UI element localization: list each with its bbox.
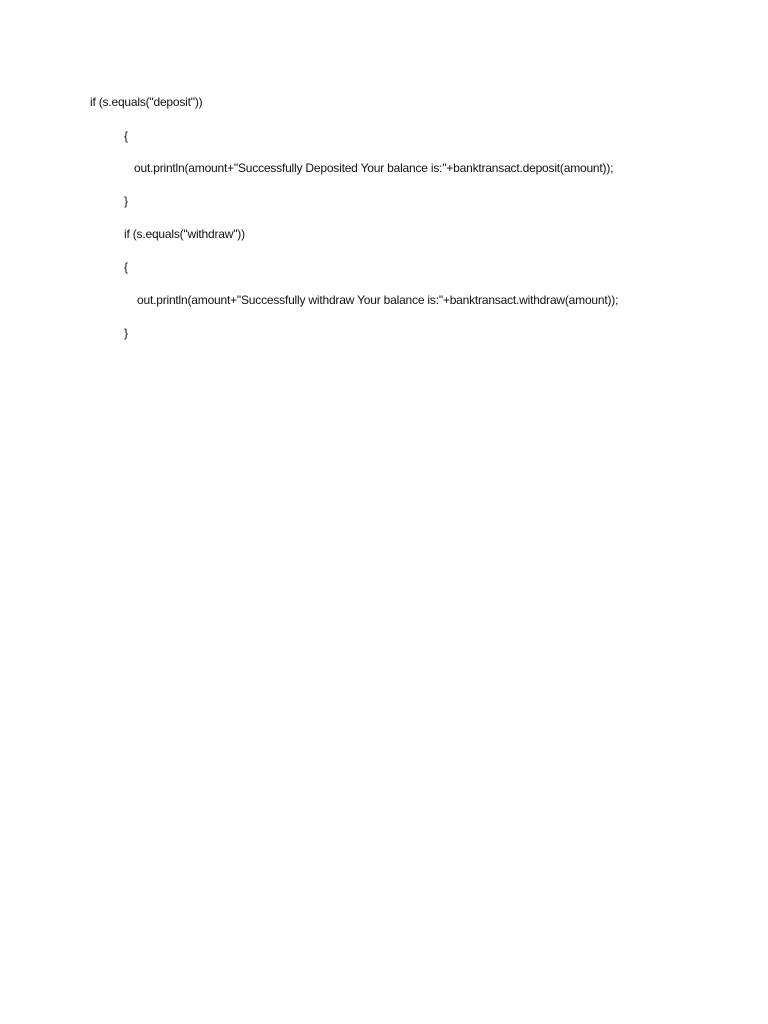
code-line-open-brace-deposit: {: [124, 129, 128, 143]
code-line-println-withdraw: out.println(amount+"Successfully withdraw Your balance is:"+banktransact.withdraw(amount));: [137, 293, 619, 307]
code-line-close-brace-deposit: }: [124, 194, 128, 208]
code-line-println-deposit: out.println(amount+"Successfully Deposited Your balance is:"+banktransact.deposit(amount));: [134, 161, 614, 175]
code-line-if-withdraw: if (s.equals("withdraw")): [124, 227, 245, 241]
code-line-close-brace-withdraw: }: [124, 326, 128, 340]
code-line-open-brace-withdraw: {: [124, 260, 128, 274]
code-line-if-deposit: if (s.equals("deposit")): [90, 95, 203, 109]
